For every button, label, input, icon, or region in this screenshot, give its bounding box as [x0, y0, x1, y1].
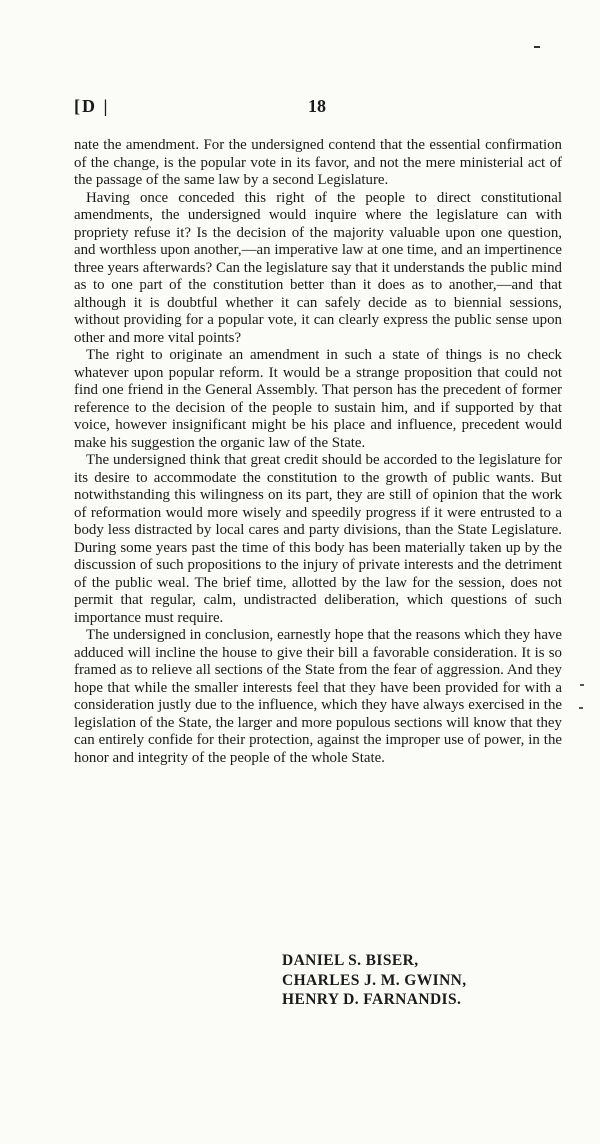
paragraph: The right to originate an amendment in such a state of things is no check whatever upon popular reform. It would be a strange proposition that could not find one friend in the General Assembly. That person has the precedent of former reference to the decision of the people to sustain him, and if supported by that voice, however insignificant might be his place and influence, precedent would make his suggestion the organic law of the State. [74, 347, 562, 451]
paragraph: nate the amendment. For the undersigned contend that the essential confirmation of the change, is the popular vote in its favor, and not the mere ministerial act of the passage of the same law by a second Legislature. [74, 137, 562, 188]
paragraph: The undersigned think that great credit should be accorded to the legislature for its desire to accommodate the constitution to the growth of public wants. But notwithstanding this wilingness on its part, they are still of opinion that the work of reformation would more wisely and speedily progress if it were entrusted to a body less distracted by local cares and party divisions, than the State Legislature. During some years past the time of this body has been materially taken up by the discussion of such propositions to the injury of private interests and the detriment of the public weal. The brief time, allotted by the law for the session, does not permit that regular, calm, undistracted deliberation, which questions of such importance must require. [74, 452, 562, 626]
margin-speck [579, 707, 583, 709]
body-text [74, 137, 562, 767]
margin-dash [534, 46, 540, 48]
signatory-name: HENRY D. FARNANDIS. [282, 991, 462, 1008]
page-number: 18 [308, 96, 326, 116]
signatory-name: CHARLES J. M. GWINN, [282, 971, 467, 989]
signatory-name: DANIEL S. BISER, [282, 952, 419, 969]
paragraph: Having once conceded this right of the people to direct constitutional amendments, the undersigned would inquire where the legislature can with propriety refuse it? Is the decision of the majority valuable upon one question, and worthless upon another,—an imperative law at one time, and an impertinence three years afterwards? Can the legislature say that it understands the public mind as to one part of the constitution better than it does as to another,—and that although it is doubtful whether it can safely decide as to biennial sessions, without providing for a popular vote, it can clearly express the public sense upon other and more vital points? [74, 189, 562, 346]
margin-speck [580, 684, 584, 686]
signature-block [282, 951, 467, 1010]
paragraph: The undersigned in conclusion, earnestly hope that the reasons which they have adduced will incline the house to give their bill a favorable consideration. It is so framed as to relieve all sections of the State from the fear of aggression. And they hope that while the smaller interests feel that they have been provided for with a consideration justly due to the influence, which they have always exercised in the legislation of the State, the larger and more populous sections will know that they can entirely confide for their protection, against the improper use of power, in the honor and integrity of the people of the whole State. [74, 627, 562, 766]
signature-mark: [D | [74, 96, 110, 116]
